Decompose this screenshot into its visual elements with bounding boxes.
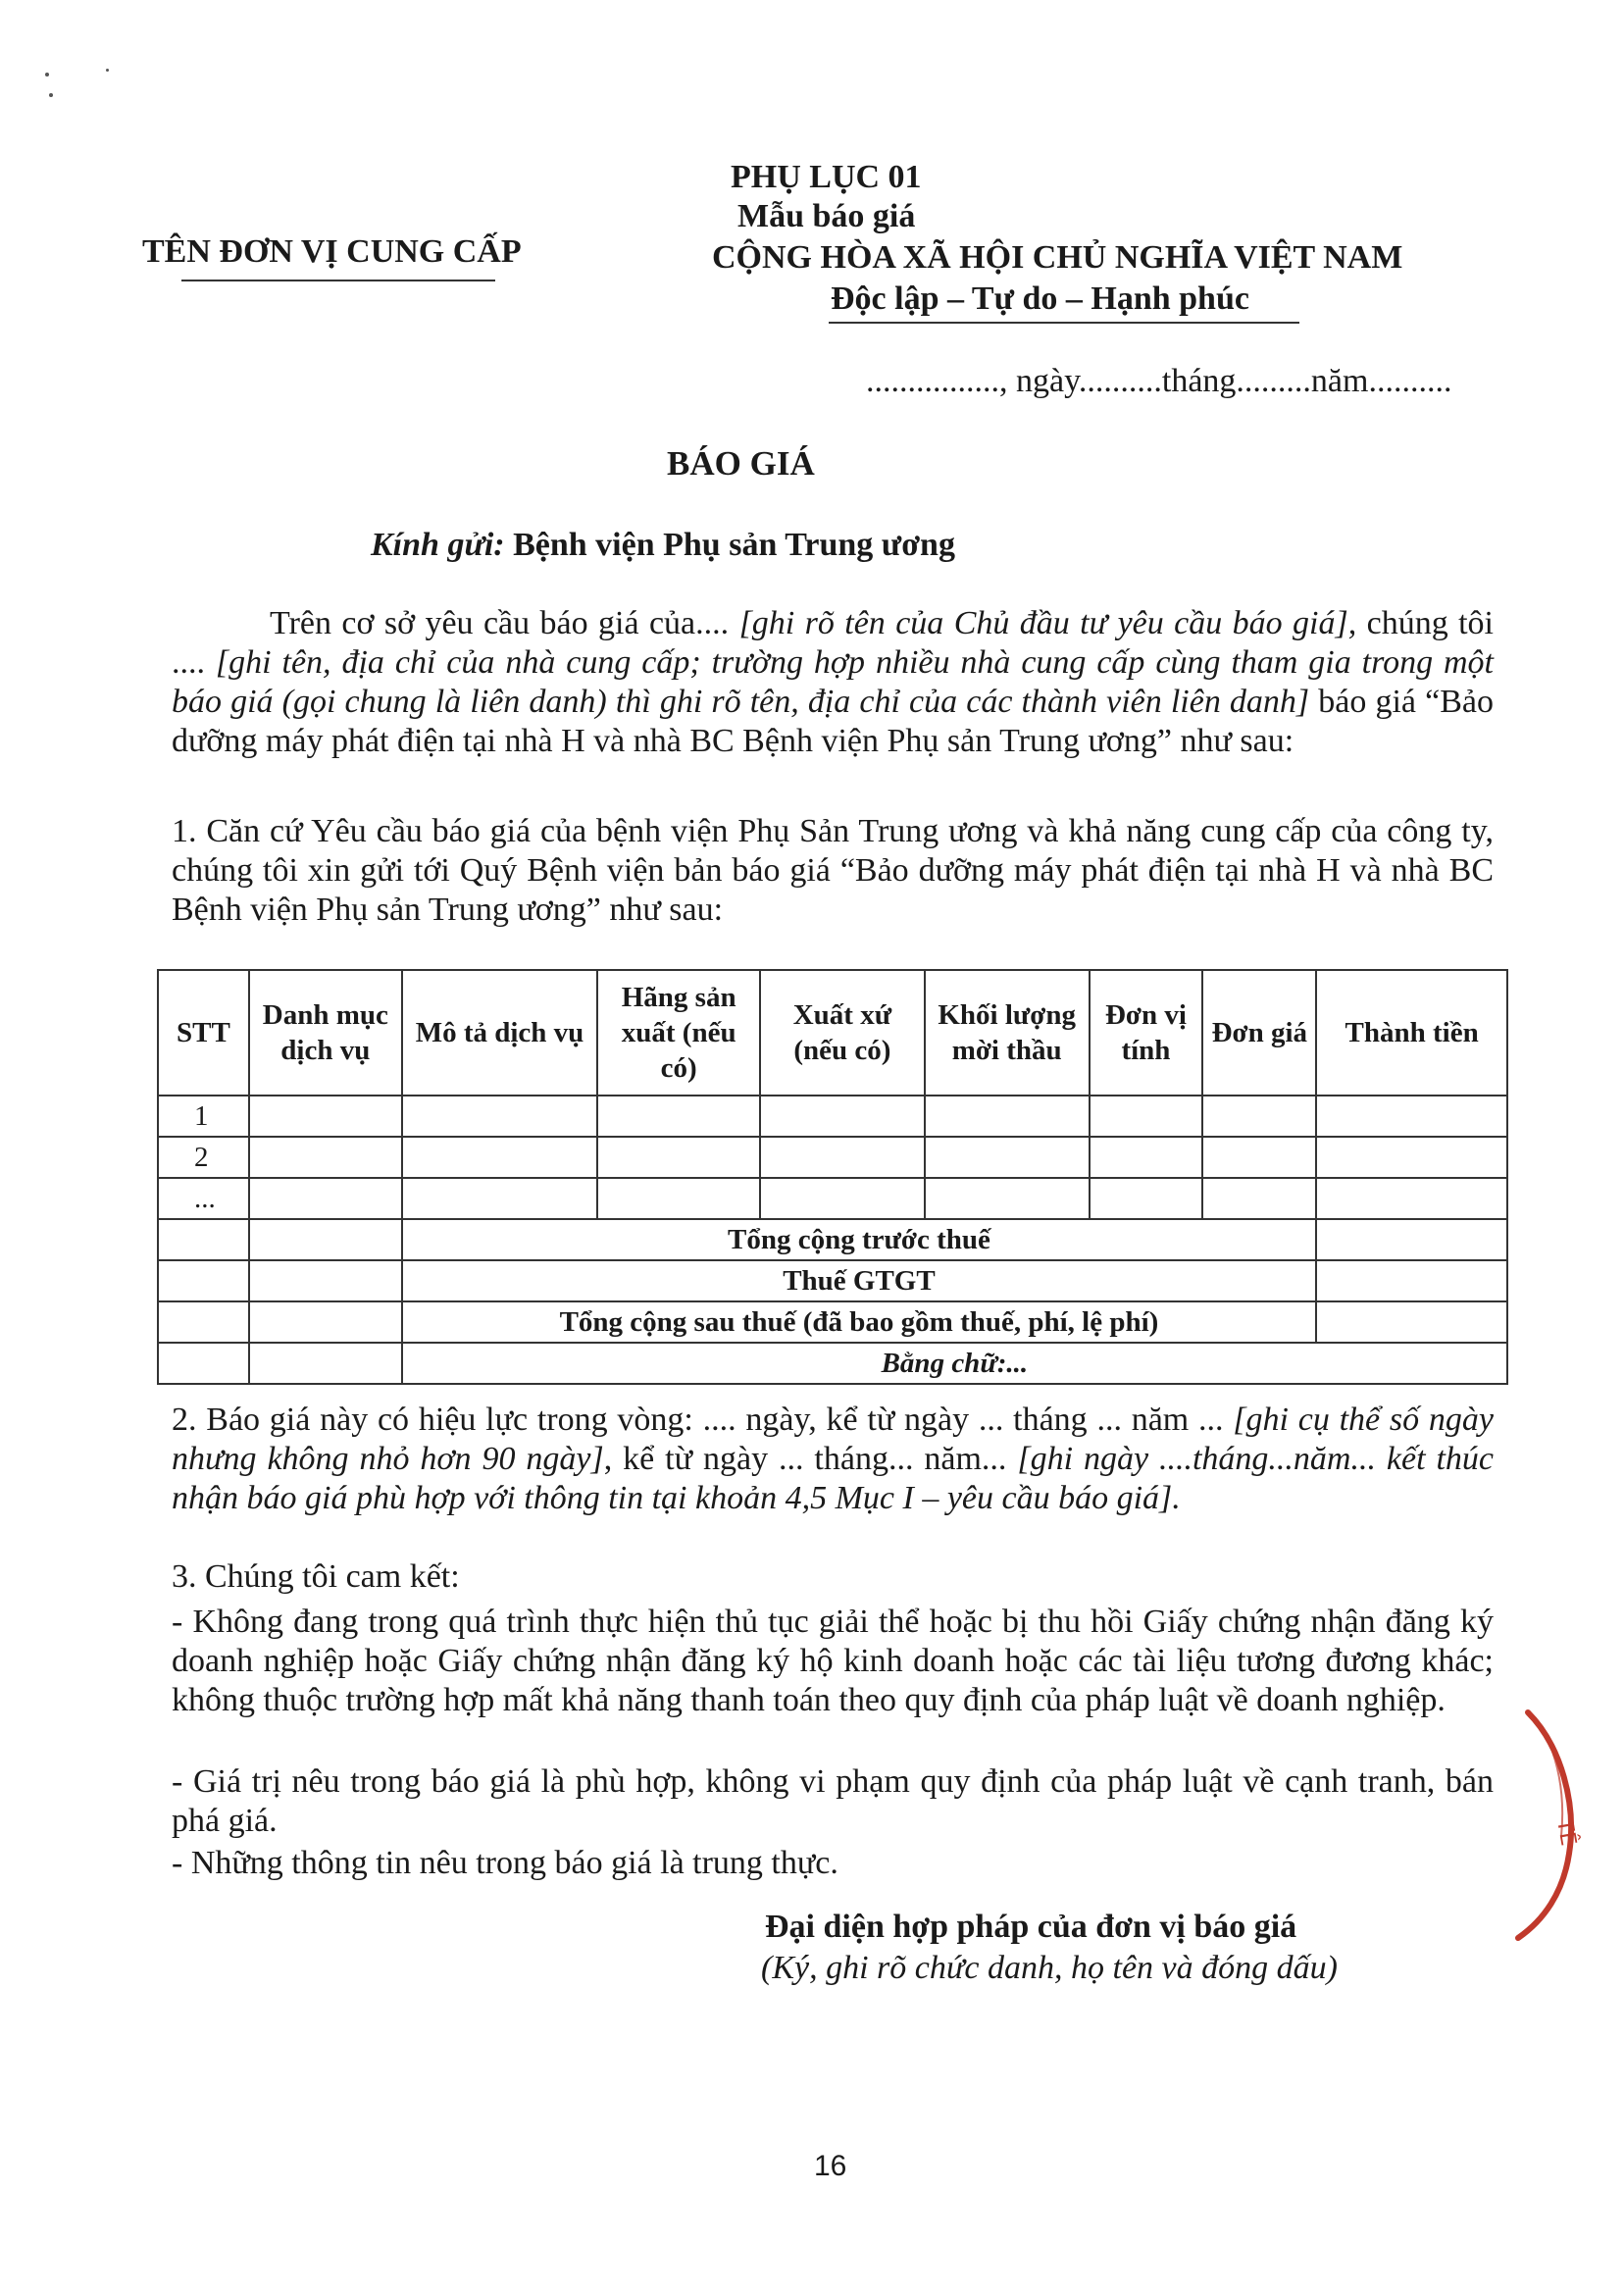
- table-cell: [158, 1301, 249, 1343]
- section-2-paragraph: [172, 1401, 1494, 1518]
- section-3-heading: 3. Chúng tôi cam kết:: [172, 1558, 460, 1595]
- intro-instruction: [ghi rõ tên của Chủ đầu tư yêu cầu báo giá],: [738, 605, 1357, 641]
- table-cell[interactable]: [1090, 1137, 1203, 1178]
- column-header: Khối lượng mời thầu: [925, 970, 1090, 1096]
- table-row: [158, 1178, 1507, 1219]
- recipient-line: [371, 525, 955, 566]
- summary-row-vat: [158, 1260, 1507, 1301]
- table-cell[interactable]: [925, 1178, 1090, 1219]
- section-2-text: 2. Báo giá này có hiệu lực trong vòng: .... ngày, kể từ ngày ... tháng ... năm ...: [172, 1402, 1234, 1438]
- intro-text: Trên cơ sở yêu cầu báo giá của....: [270, 605, 739, 641]
- red-seal-stamp: [1500, 1707, 1589, 1942]
- scan-speck: [106, 69, 109, 72]
- table-cell[interactable]: [597, 1096, 760, 1137]
- row-number: ...: [158, 1178, 249, 1219]
- table-cell[interactable]: [1090, 1178, 1203, 1219]
- signature-note: (Ký, ghi rõ chức danh, họ tên và đóng dấu): [761, 1950, 1338, 1986]
- supplier-unit-label: TÊN ĐƠN VỊ CUNG CẤP: [142, 233, 522, 270]
- signer-title: Đại diện hợp pháp của đơn vị báo giá: [765, 1909, 1297, 1945]
- intro-instruction: [ghi tên, địa chỉ của nhà cung cấp; trường hợp nhiều nhà cung cấp cùng tham gia trong một báo giá (gọi chung là liên danh) thì ghi rõ tên, địa chỉ của các thành viên liên danh]: [172, 644, 1494, 720]
- column-header: Thành tiền: [1316, 970, 1507, 1096]
- nation-title: CỘNG HÒA XÃ HỘI CHỦ NGHĨA VIỆT NAM: [712, 239, 1403, 276]
- section-1-paragraph: 1. Căn cứ Yêu cầu báo giá của bệnh viện Phụ Sản Trung ương và khả năng cung cấp của công ty, chúng tôi xin gửi tới Quý Bệnh viện bản báo giá “Bảo dưỡng máy phát điện tại nhà H và nhà BC Bệnh viện Phụ sản Trung ương” như sau:: [172, 813, 1494, 928]
- commitment-1: - Không đang trong quá trình thực hiện thủ tục giải thể hoặc bị thu hồi Giấy chứng nhận đăng ký doanh nghiệp hoặc Giấy chứng nhận đăng ký hộ kinh doanh hoặc các tài liệu tương đương khác; không thuộc trường hợp mất khả năng thanh toán theo quy định của pháp luật về doanh nghiệp.: [172, 1604, 1494, 1718]
- table-row: [158, 1137, 1507, 1178]
- table-cell: [249, 1219, 402, 1260]
- table-cell[interactable]: [1316, 1096, 1507, 1137]
- recipient-prefix: Kính gửi:: [371, 527, 514, 563]
- column-header: Xuất xứ (nếu có): [760, 970, 925, 1096]
- form-name: Mẫu báo giá: [737, 198, 916, 234]
- summary-row-before-tax: [158, 1219, 1507, 1260]
- total-after-tax-value[interactable]: [1316, 1301, 1507, 1343]
- table-cell: [158, 1343, 249, 1384]
- table-cell[interactable]: [760, 1178, 925, 1219]
- table-header-row: [158, 970, 1507, 1096]
- table-cell[interactable]: [402, 1178, 598, 1219]
- table-cell[interactable]: [925, 1096, 1090, 1137]
- national-motto: Độc lập – Tự do – Hạnh phúc: [831, 280, 1249, 317]
- column-header: Hãng sản xuất (nếu có): [597, 970, 760, 1096]
- total-after-tax-label: Tổng cộng sau thuế (đã bao gồm thuế, phí, lệ phí): [402, 1301, 1317, 1343]
- intro-paragraph: [172, 604, 1494, 761]
- appendix-label: PHỤ LỤC 01: [731, 159, 922, 195]
- table-cell[interactable]: [249, 1137, 402, 1178]
- table-cell[interactable]: [1202, 1137, 1316, 1178]
- table-cell: [249, 1343, 402, 1384]
- total-before-tax-label: Tổng cộng trước thuế: [402, 1219, 1317, 1260]
- table-cell[interactable]: [760, 1096, 925, 1137]
- table-cell[interactable]: [1316, 1178, 1507, 1219]
- recipient-name: Bệnh viện Phụ sản Trung ương: [513, 527, 955, 563]
- page-number: 16: [814, 2150, 847, 2182]
- unit-underline: [181, 280, 495, 281]
- amount-in-words: Bằng chữ:...: [402, 1343, 1507, 1384]
- table-cell[interactable]: [402, 1096, 598, 1137]
- intro-text: chúng tôi ....: [172, 605, 1495, 681]
- table-cell[interactable]: [760, 1137, 925, 1178]
- table-cell[interactable]: [1316, 1137, 1507, 1178]
- date-line: ................, ngày..........tháng.........năm..........: [866, 363, 1452, 399]
- table-row: [158, 1096, 1507, 1137]
- table-cell: [249, 1301, 402, 1343]
- row-number: 1: [158, 1096, 249, 1137]
- summary-row-after-tax: [158, 1301, 1507, 1343]
- section-2-text: , kể từ ngày ... tháng... năm...: [603, 1441, 1018, 1477]
- scan-speck: [45, 73, 49, 76]
- table-cell[interactable]: [1202, 1096, 1316, 1137]
- column-header: STT: [158, 970, 249, 1096]
- column-header: Mô tả dịch vụ: [402, 970, 598, 1096]
- table-cell[interactable]: [249, 1096, 402, 1137]
- vat-label: Thuế GTGT: [402, 1260, 1317, 1301]
- total-before-tax-value[interactable]: [1316, 1219, 1507, 1260]
- table-cell: [158, 1260, 249, 1301]
- column-header: Đơn vị tính: [1090, 970, 1203, 1096]
- section-2-instruction: [ghi cụ thể số ngày nhưng không nhỏ hơn 90 ngày]: [172, 1402, 1494, 1477]
- scan-speck: [49, 93, 53, 97]
- document-title: BÁO GIÁ: [667, 444, 815, 483]
- table-cell[interactable]: [1202, 1178, 1316, 1219]
- motto-underline: [829, 322, 1299, 324]
- section-2-instruction: [ghi ngày ....tháng...năm... kết thúc nhận báo giá phù hợp với thông tin tại khoản 4,5 Mục I – yêu cầu báo giá].: [172, 1441, 1494, 1516]
- table-cell[interactable]: [925, 1137, 1090, 1178]
- table-cell: [249, 1260, 402, 1301]
- row-number: 2: [158, 1137, 249, 1178]
- summary-row-in-words: [158, 1343, 1507, 1384]
- table-cell[interactable]: [597, 1178, 760, 1219]
- commitment-2: - Giá trị nêu trong báo giá là phù hợp, không vi phạm quy định của pháp luật về cạnh tranh, bán phá giá.: [172, 1763, 1494, 1839]
- table-cell[interactable]: [597, 1137, 760, 1178]
- commitment-3: - Những thông tin nêu trong báo giá là trung thực.: [172, 1845, 838, 1881]
- column-header: Đơn giá: [1202, 970, 1316, 1096]
- seal-lettering: TÊ: [1551, 1816, 1581, 1848]
- table-cell[interactable]: [249, 1178, 402, 1219]
- table-cell[interactable]: [402, 1137, 598, 1178]
- vat-value[interactable]: [1316, 1260, 1507, 1301]
- quotation-table: [157, 969, 1508, 1385]
- table-cell[interactable]: [1090, 1096, 1203, 1137]
- column-header: Danh mục dịch vụ: [249, 970, 402, 1096]
- table-cell: [158, 1219, 249, 1260]
- intro-text: báo giá “Bảo dưỡng máy phát điện tại nhà H và nhà BC Bệnh viện Phụ sản Trung ương” như sau:: [172, 684, 1494, 759]
